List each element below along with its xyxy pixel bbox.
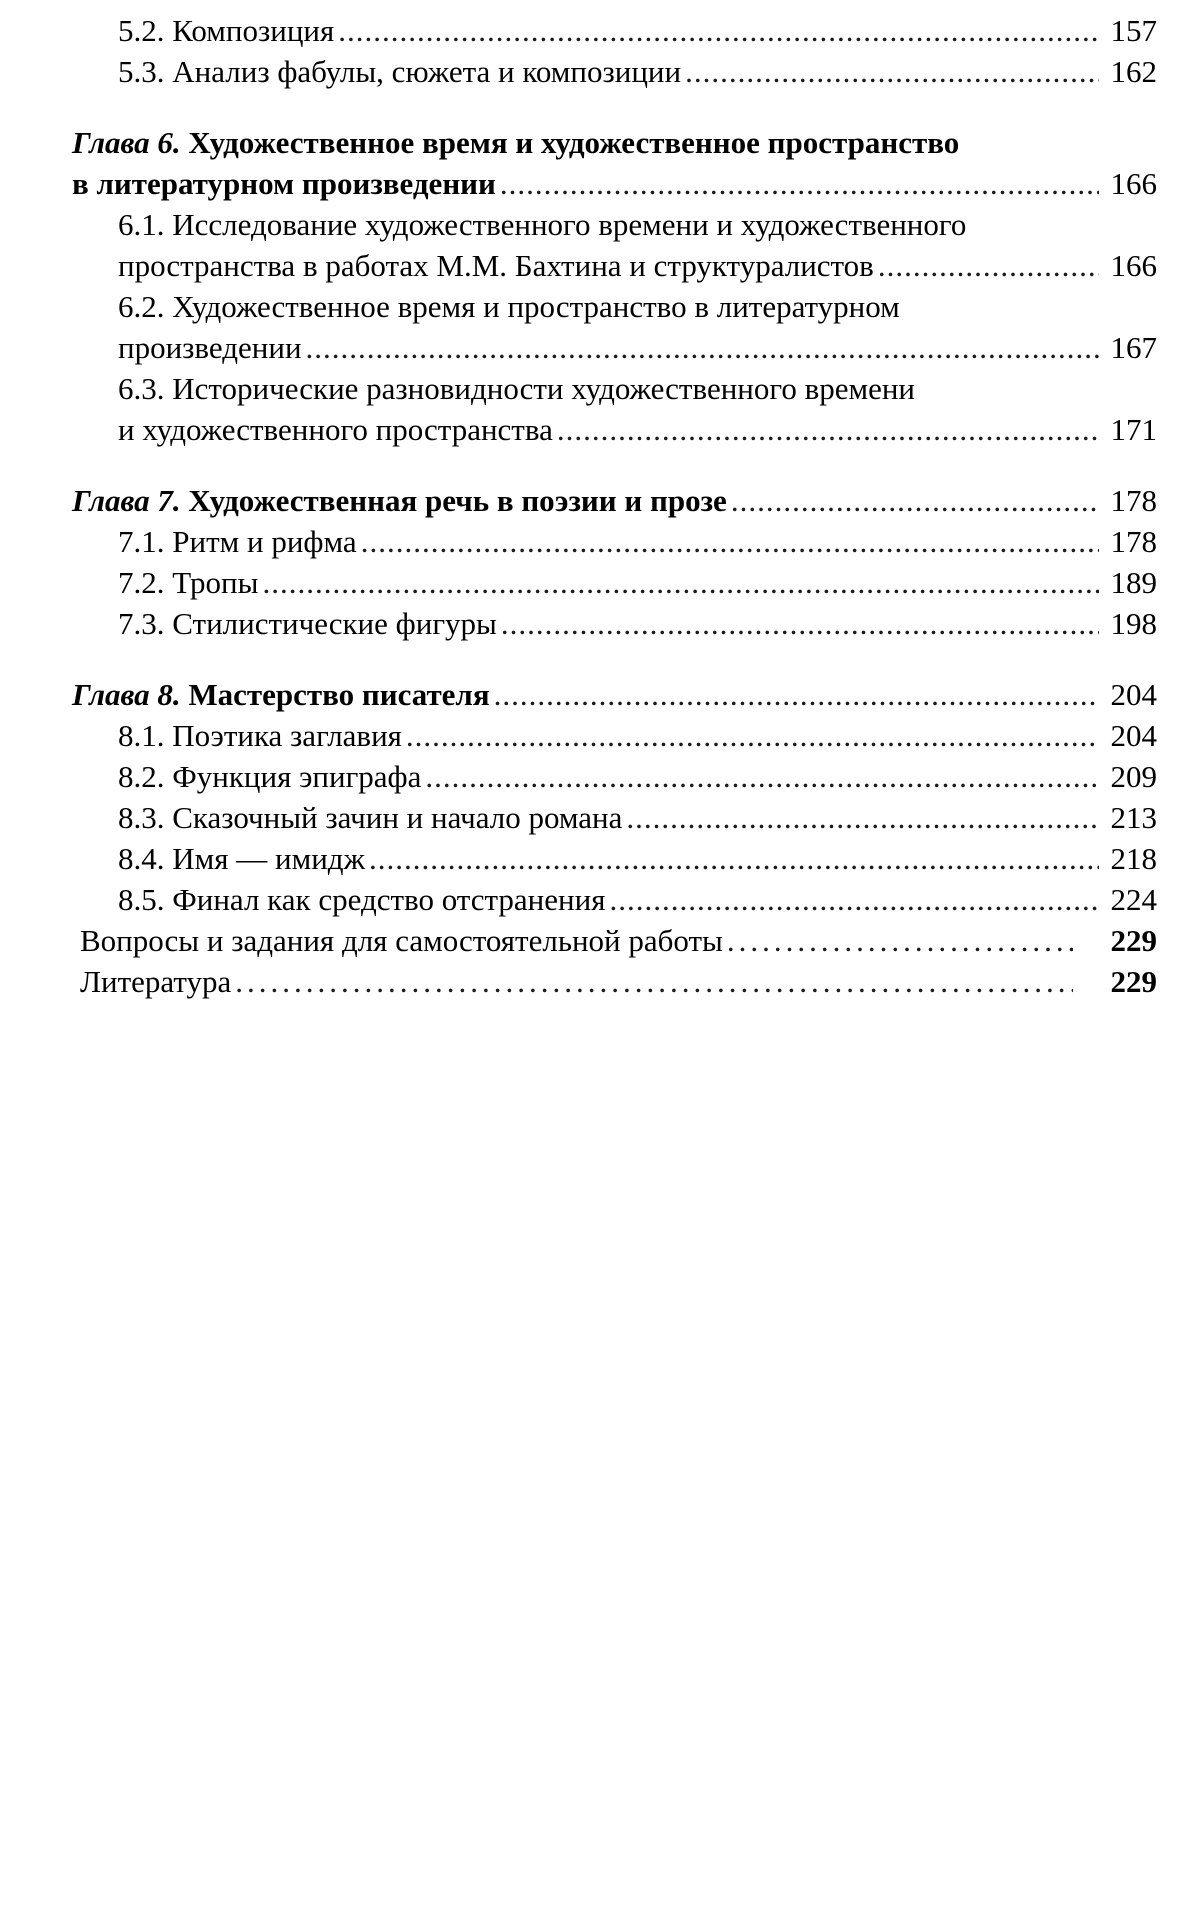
toc-entry-label: 7.3. Стилистические фигуры xyxy=(118,606,497,641)
toc-page-number: 171 xyxy=(1110,412,1157,447)
toc-entry-label: 7.2. Тропы xyxy=(118,565,259,600)
toc-chapter-7[interactable] xyxy=(72,480,1157,521)
chapter-title: Художественная речь в поэзии и прозе xyxy=(188,483,727,518)
toc-entry-6-2[interactable] xyxy=(72,286,1157,368)
toc-entry-label: 8.2. Функция эпиграфа xyxy=(118,759,422,794)
toc-chapter-6-line2 xyxy=(72,163,1157,204)
toc-entry-5-3[interactable] xyxy=(72,51,1157,92)
dot-leader xyxy=(557,409,1099,450)
toc-page-number: 162 xyxy=(1110,54,1157,89)
toc-page-number: 204 xyxy=(1110,677,1157,712)
toc-page-number: 167 xyxy=(1110,330,1157,365)
toc-entry-label: 6.3. Исторические разновидности художественного времени xyxy=(118,371,916,406)
toc-entry-8-3[interactable] xyxy=(72,797,1157,838)
toc-entry-label: 5.2. Композиция xyxy=(118,13,335,48)
toc-chapter-8[interactable] xyxy=(72,674,1157,715)
toc-entry-label-cont: и художественного пространства xyxy=(118,412,553,447)
toc-chapter-6-line1 xyxy=(72,122,1157,163)
toc-entry-label: Литература xyxy=(80,964,232,999)
dot-leader xyxy=(369,838,1099,879)
toc-entry-7-1[interactable] xyxy=(72,521,1157,562)
table-of-contents xyxy=(72,10,1157,1002)
dot-leader xyxy=(727,920,1073,961)
toc-entry-label: 6.2. Художественное время и пространство в литературном xyxy=(118,289,900,324)
toc-entry-6-1[interactable] xyxy=(72,204,1157,286)
toc-page-number: 209 xyxy=(1110,759,1157,794)
toc-entry-label: 8.5. Финал как средство отстранения xyxy=(118,882,606,917)
toc-entry-label: 6.1. Исследование художественного времени и художественного xyxy=(118,207,967,242)
toc-entry-label: 8.4. Имя — имидж xyxy=(118,841,366,876)
dot-leader xyxy=(406,715,1099,756)
dot-leader xyxy=(685,51,1099,92)
toc-page-number: 229 xyxy=(1110,923,1157,958)
toc-page-number: 213 xyxy=(1110,800,1157,835)
dot-leader xyxy=(338,10,1099,51)
chapter-prefix: Глава 8. xyxy=(72,677,181,712)
toc-page-number: 229 xyxy=(1110,964,1157,999)
toc-page-number: 204 xyxy=(1110,718,1157,753)
toc-page-number: 166 xyxy=(1110,166,1157,201)
toc-chapter-6[interactable] xyxy=(72,122,1157,204)
toc-entry-literature[interactable] xyxy=(72,961,1157,1002)
toc-entry-label: 8.3. Сказочный зачин и начало романа xyxy=(118,800,623,835)
toc-entry-8-5[interactable] xyxy=(72,879,1157,920)
toc-page-number: 198 xyxy=(1110,606,1157,641)
chapter-title: Художественное время и художественное пространство xyxy=(188,125,960,160)
toc-entry-questions[interactable] xyxy=(72,920,1157,961)
toc-entry-label: 7.1. Ритм и рифма xyxy=(118,524,357,559)
chapter-prefix: Глава 7. xyxy=(72,483,181,518)
toc-entry-8-1[interactable] xyxy=(72,715,1157,756)
toc-page-number: 157 xyxy=(1110,13,1157,48)
chapter-title-cont: в литературном произведении xyxy=(72,166,496,201)
toc-page-number: 178 xyxy=(1110,524,1157,559)
dot-leader xyxy=(361,521,1099,562)
toc-entry-5-2[interactable] xyxy=(72,10,1157,51)
dot-leader xyxy=(306,327,1099,368)
toc-page-number: 218 xyxy=(1110,841,1157,876)
toc-page-number: 166 xyxy=(1110,248,1157,283)
toc-entry-8-4[interactable] xyxy=(72,838,1157,879)
toc-entry-7-3[interactable] xyxy=(72,603,1157,644)
toc-entry-label: 8.1. Поэтика заглавия xyxy=(118,718,402,753)
dot-leader xyxy=(262,562,1099,603)
dot-leader xyxy=(609,879,1099,920)
toc-entry-7-2[interactable] xyxy=(72,562,1157,603)
toc-entry-6-3[interactable] xyxy=(72,368,1157,450)
dot-leader xyxy=(500,163,1099,204)
toc-entry-label: Вопросы и задания для самостоятельной работы xyxy=(80,923,723,958)
dot-leader xyxy=(425,756,1099,797)
toc-page-number: 224 xyxy=(1110,882,1157,917)
toc-entry-label-cont: произведении xyxy=(118,330,302,365)
chapter-title: Мастерство писателя xyxy=(188,677,490,712)
toc-entry-label: 5.3. Анализ фабулы, сюжета и композиции xyxy=(118,54,682,89)
dot-leader xyxy=(626,797,1099,838)
dot-leader xyxy=(494,674,1099,715)
chapter-prefix: Глава 6. xyxy=(72,125,181,160)
toc-page-number: 189 xyxy=(1110,565,1157,600)
dot-leader xyxy=(235,961,1073,1002)
dot-leader xyxy=(501,603,1099,644)
dot-leader xyxy=(878,245,1099,286)
toc-page-number: 178 xyxy=(1110,483,1157,518)
toc-entry-8-2[interactable] xyxy=(72,756,1157,797)
toc-entry-label-cont: пространства в работах М.М. Бахтина и структуралистов xyxy=(118,248,874,283)
dot-leader xyxy=(731,480,1099,521)
